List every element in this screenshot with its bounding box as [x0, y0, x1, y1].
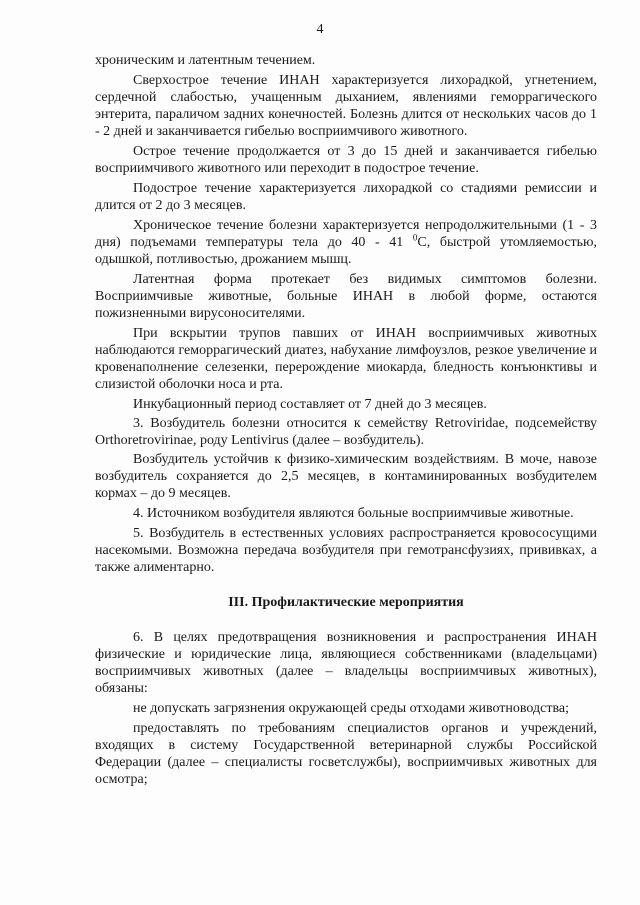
- section-heading: III. Профилактические мероприятия: [228, 595, 464, 610]
- paragraph: Инкубационный период составляет от 7 дней до 3 месяцев.: [133, 397, 487, 412]
- paragraph: 4. Источником возбудителя являются больные восприимчивые животные.: [133, 506, 574, 521]
- paragraph: Сверхострое течение ИНАН характеризуется лихорадкой, угнетением, сердечной слабостью, учащенным дыханием, явлениями геморрагического энтерита, параличом задних конечностей. Болезнь длится от нескольких часов до 1 - 2 дней и заканчивается гибелью восприимчивого животного.: [95, 73, 597, 139]
- chronic-text-end: С, быстрой утомляемостью, одышкой, потливостью, дрожанием мышц.: [95, 235, 597, 267]
- paragraph: хроническим и латентным течением.: [95, 53, 316, 68]
- degree-superscript: 0: [412, 232, 418, 243]
- paragraph: 5. Возбудитель в естественных условиях распространяется кровососущими насекомыми. Возможна передача возбудителя при гемотрансфузиях, прививках, а также алиментарно.: [95, 526, 597, 575]
- chronic-text-start: Хроническое течение болезни характеризуется непродолжительными (1 - 3 дня) подъемами температуры тела до 40 - 41: [95, 218, 597, 250]
- paragraph: При вскрытии трупов павших от ИНАН восприимчивых животных наблюдаются геморрагический диатез, набухание лимфоузлов, резкое увеличение и кровенаполнение селезенки, перерождение миокарда, бледность конъюнктивы и слизистой оболочки носа и рта.: [95, 326, 597, 392]
- document-body: [95, 52, 597, 791]
- page-number: 4: [316, 22, 324, 37]
- paragraph: предоставлять по требованиям специалистов органов и учреждений, входящих в систему Государственной ветеринарной службы Российской Федерации (далее – специалисты госветслужбы), восприимчивых животных для осмотра;: [95, 721, 597, 787]
- paragraph: не допускать загрязнения окружающей среды отходами животноводства;: [133, 701, 569, 716]
- paragraph: 3. Возбудитель болезни относится к семейству Retroviridae, подсемейству Orthoretrovirinae, роду Lentivirus (далее – возбудитель).: [95, 416, 597, 448]
- paragraph: Латентная форма протекает без видимых симптомов болезни. Восприимчивые животные, больные ИНАН в любой форме, остаются пожизненными вирусоносителями.: [95, 272, 597, 321]
- paragraph: Возбудитель устойчив к физико-химическим воздействиям. В моче, навозе возбудитель сохраняется до 2,5 месяцев, в контаминированных возбудителем кормах – до 9 месяцев.: [95, 452, 597, 501]
- paragraph: Подострое течение характеризуется лихорадкой со стадиями ремиссии и длится от 2 до 3 месяцев.: [95, 181, 597, 213]
- paragraph: 6. В целях предотвращения возникновения и распространения ИНАН физические и юридические лица, являющиеся собственниками (владельцами) восприимчивых животных (далее – владельцы восприимчивых животных), обязаны:: [95, 630, 597, 696]
- paragraph-chronic: [95, 217, 597, 268]
- paragraph: Острое течение продолжается от 3 до 15 дней и заканчивается гибелью восприимчивого животного или переходит в подострое течение.: [95, 144, 597, 176]
